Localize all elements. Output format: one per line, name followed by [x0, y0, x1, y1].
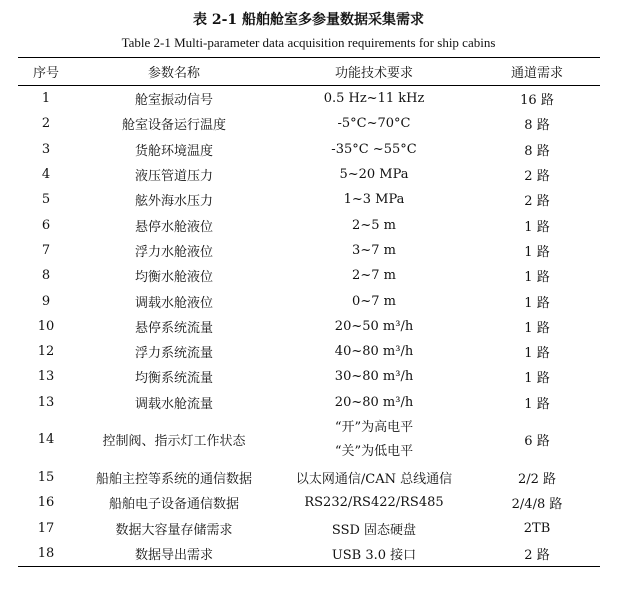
- cell-channels: 1 路: [524, 371, 550, 387]
- cell-technical-spec: 20~80 m³/h: [334, 394, 414, 410]
- cell-number: 12: [37, 344, 55, 360]
- cell-channels: 1 路: [524, 320, 550, 336]
- cell-number: 7: [41, 242, 51, 258]
- table-row: [18, 238, 600, 263]
- cell-technical-spec: 以太网通信/CAN 总线通信: [295, 472, 453, 487]
- table-caption-chinese: 表 2-1 船舶舱室多参量数据采集需求: [192, 12, 425, 28]
- table-row: [18, 490, 600, 515]
- cell-technical-spec: 5~20 MPa: [339, 167, 409, 183]
- table-row: [18, 137, 600, 162]
- cell-number: 13: [37, 369, 55, 385]
- cell-technical-spec: 3~7 m: [352, 242, 396, 258]
- cell-parameter-name: 液压管道压力: [134, 169, 213, 185]
- cell-channels: 2 路: [524, 547, 550, 563]
- cell-technical-spec: USB 3.0 接口: [331, 547, 417, 563]
- cell-technical-spec: 20~50 m³/h: [334, 318, 414, 334]
- spec-line-close-low: “关”为低电平: [334, 443, 414, 459]
- cell-channels: 2 路: [524, 169, 550, 185]
- spec-line-open-high: “开”为高电平: [334, 419, 414, 435]
- cell-parameter-name: 调载水舱流量: [134, 396, 213, 412]
- table-row: [18, 515, 600, 540]
- table-row: [18, 339, 600, 364]
- cell-technical-spec: 1~3 MPa: [343, 192, 405, 208]
- cell-number: 2: [41, 116, 51, 132]
- cell-channels: 8 路: [524, 143, 550, 159]
- table-row: [18, 390, 600, 415]
- table-row: [18, 314, 600, 339]
- table-header-row: [18, 58, 600, 86]
- cell-channels: 1 路: [524, 270, 550, 286]
- cell-technical-spec: 0~7 m: [352, 293, 396, 309]
- cell-parameter-name: 货舱环境温度: [134, 143, 213, 159]
- cell-number: 5: [41, 192, 51, 208]
- header-channels: 通道需求: [510, 66, 563, 81]
- cell-parameter-name: 舷外海水压力: [134, 194, 213, 210]
- cell-channels: 1 路: [524, 244, 550, 260]
- table-row: [18, 162, 600, 187]
- cell-technical-spec: -35°C ~55°C: [331, 141, 417, 157]
- cell-technical-spec: 0.5 Hz~11 kHz: [323, 91, 425, 107]
- cell-parameter-name: 浮力水舱液位: [134, 244, 213, 260]
- table-row: [18, 263, 600, 288]
- table-row: [18, 364, 600, 389]
- cell-parameter-name: 船舶主控等系统的通信数据: [95, 472, 252, 487]
- cell-parameter-name: 均衡水舱液位: [134, 270, 213, 286]
- cell-number: 6: [41, 217, 51, 233]
- cell-technical-spec: [274, 415, 474, 465]
- cell-parameter-name: 船舶电子设备通信数据: [108, 497, 239, 513]
- cell-channels: 8 路: [524, 118, 550, 134]
- table-row: [18, 212, 600, 237]
- table-row: [18, 465, 600, 490]
- header-number: 序号: [32, 66, 59, 81]
- table-row: [18, 415, 600, 465]
- cell-technical-spec: 30~80 m³/h: [334, 369, 414, 385]
- cell-number: 17: [37, 520, 55, 536]
- cell-technical-spec: RS232/RS422/RS485: [304, 495, 444, 511]
- cell-technical-spec: 2~7 m: [352, 268, 396, 284]
- table-caption-english: Table 2-1 Multi-parameter data acquisition requirements for ship cabins: [121, 35, 496, 50]
- cell-channels: 1 路: [524, 346, 550, 362]
- cell-parameter-name: 悬停水舱液位: [134, 219, 213, 235]
- cell-channels: 16 路: [520, 93, 554, 109]
- cell-number: 4: [41, 167, 51, 183]
- cell-number: 3: [41, 141, 51, 157]
- table-row: [18, 187, 600, 212]
- cell-parameter-name: 数据导出需求: [134, 547, 213, 563]
- header-technical-spec: 功能技术要求: [334, 66, 413, 81]
- cell-channels: 2/4/8 路: [511, 497, 563, 513]
- cell-channels: 6 路: [524, 434, 550, 450]
- cell-channels: 1 路: [524, 396, 550, 412]
- cell-number: 1: [41, 91, 51, 107]
- cell-number: 16: [37, 495, 55, 511]
- cell-parameter-name: 浮力系统流量: [134, 346, 213, 362]
- cell-number: 14: [37, 432, 55, 448]
- cell-channels: 2/2 路: [517, 472, 557, 487]
- cell-number: 13: [37, 394, 55, 410]
- table-row: [18, 111, 600, 136]
- cell-parameter-name: 调载水舱液位: [134, 295, 213, 311]
- table-row: [18, 541, 600, 567]
- cell-channels: 2TB: [523, 520, 551, 536]
- cell-number: 9: [41, 293, 51, 309]
- cell-channels: 1 路: [524, 295, 550, 311]
- requirements-table: [18, 57, 600, 567]
- cell-parameter-name: 均衡系统流量: [134, 371, 213, 387]
- cell-parameter-name: 舱室设备运行温度: [121, 118, 226, 134]
- cell-number: 10: [37, 318, 55, 334]
- header-parameter-name: 参数名称: [147, 66, 200, 81]
- cell-parameter-name: 舱室振动信号: [134, 93, 213, 109]
- cell-technical-spec: -5°C~70°C: [337, 116, 411, 132]
- cell-number: 8: [41, 268, 51, 284]
- cell-number: 18: [37, 545, 55, 561]
- cell-parameter-name: 悬停系统流量: [134, 320, 213, 336]
- cell-technical-spec: 40~80 m³/h: [334, 344, 414, 360]
- table-row: [18, 288, 600, 313]
- cell-parameter-name: 控制阀、指示灯工作状态: [102, 434, 246, 450]
- cell-parameter-name: 数据大容量存储需求: [115, 522, 233, 538]
- cell-technical-spec: 2~5 m: [352, 217, 396, 233]
- table-row: [18, 86, 600, 112]
- cell-number: 15: [37, 470, 55, 485]
- cell-channels: 2 路: [524, 194, 550, 210]
- cell-technical-spec: SSD 固态硬盘: [331, 522, 417, 538]
- cell-channels: 1 路: [524, 219, 550, 235]
